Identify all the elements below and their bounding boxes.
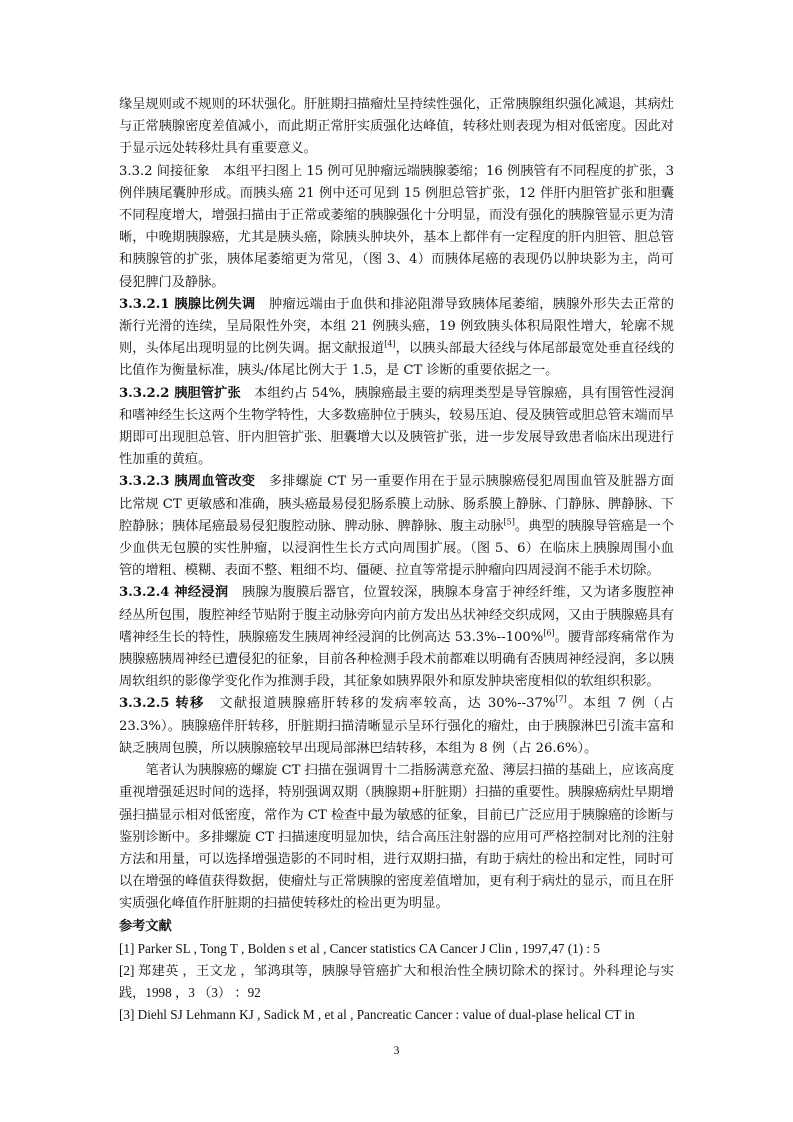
citation: [6] [543, 628, 555, 638]
citation: [7] [555, 695, 567, 705]
subsection-title: 3.3.2.5 转移 [119, 696, 205, 712]
page-body [119, 94, 674, 1027]
paragraph-conclusion: 笔者认为胰腺癌的螺旋 CT 扫描在强调胃十二指肠满意充盈、薄层扫描的基础上，应该高度重视增强延迟时间的选择，特别强调双期（胰腺期+肝脏期）扫描的重要性。胰腺癌病灶早期增强扫描显示相对低密度，常作为 CT 检查中最为敏感的征象，目前已广泛应用于胰腺癌的诊断与鉴别诊断中。多排螺旋 CT 扫描速度明显加快，结合高压注射器的应用可严格控制对比剂的注射方法和用量，可以选择增强造影的不同时相，进行双期扫描，有助于病灶的检出和定性，同时可以在增强的峰值获得数据，使瘤灶与正常胰腺的密度差值增加，更有利于病灶的显示，而且在肝实质强化峰值作肝脏期的扫描使转移灶的检出更为明显。 [119, 763, 674, 912]
subsection-text: 文献报道胰腺癌肝转移的发病率较高，达 30%--37% [204, 696, 556, 712]
subsection-text: ，以胰头部最大径线与体尾部最宽处垂直径线的比值作为衡量标准，胰头/体尾比例大于 1.5，是 CT 诊断的重要依据之一。 [119, 341, 675, 379]
section-3-3-2: 3.3.2 间接征象 本组平扫图上 15 例可见肿瘤远端胰腺萎缩；16 例胰管有不同程度的扩张，3 例伴胰尾囊肿形成。而胰头癌 21 例中还可见到 15 例胆总管扩张，12 伴肝内胆管扩张和胆囊不同程度增大，增强扫描由于正常或萎缩的胰腺强化十分明显，而没有强化的胰腺管显示更为清晰，中晚期胰腺癌，尤其是胰头癌，除胰头肿块外，基本上都伴有一定程度的肝内胆管、胆总管和胰腺管的扩张，胰体尾萎缩更为常见，（图 3、4）而胰体尾癌的表现仍以肿块影为主，尚可侵犯脾门及静脉。 [119, 163, 674, 290]
reference-2: [2] 郑建英 ，王文龙 ，邹鸿琪等，胰腺导管癌扩大和根治性全胰切除术的探讨。外科理论与实践，1998 ，3 （3） ：92 [119, 962, 674, 1001]
subsection-title: 3.3.2.1 胰腺比例失调 [119, 296, 256, 312]
subsection-text: 。腰背部疼痛常作为胰腺癌胰周神经已遭侵犯的征象，目前各种检测手段术前都难以明确有否胰周神经浸润，多以胰周软组织的影像学变化作为推测手段，其征象如胰界限外和原发肿块密度相似的软组织积影。 [119, 629, 675, 690]
citation: [4] [384, 339, 396, 349]
page-number: 3 [393, 1043, 400, 1057]
reference-1: [1] Parker SL , Tong T , Bolden s et al , Cancer statistics CA Cancer J Clin , 1997,47 (1) : 5 [119, 940, 600, 956]
subsection-3-3-2-3 [119, 471, 674, 582]
subsection-title: 3.3.2.4 神经浸润 [119, 585, 229, 601]
subsection-text: 。本组 7 例（占 23.3%）。胰腺癌伴肝转移，肝脏期扫描清晰显示呈环行强化的瘤灶，由于胰腺淋巴引流丰富和缺乏胰周包膜，所以胰腺癌较早出现局部淋巴结转移，本组为 8 例（占 26.6%）。 [119, 696, 674, 756]
subsection-3-3-2-4 [119, 582, 674, 693]
subsection-title: 3.3.2.2 胰胆管扩张 [119, 385, 241, 401]
subsection-text: 本组约占 54%，胰腺癌最主要的病理类型是导管腺癌，具有围管性浸润和嗜神经生长这两个生物学特性，大多数癌肿位于胰头，较易压迫、侵及胰管或胆总管末端而早期即可出现胆总管、肝内胆管扩张、胆囊增大以及胰管扩张，进一步发展导致患者临床出现进行性加重的黄疸。 [119, 385, 674, 468]
subsection-3-3-2-5 [119, 693, 674, 760]
subsection-text: 胰腺为腹膜后器官，位置较深，胰腺本身富于神经纤维，又为诸多腹腔神经丛所包围，腹腔神经节贴附于腹主动脉旁向内前方发出丛状神经交织成网，又由于胰腺癌具有嗜神经生长的特性，胰腺癌发生胰周神经浸润的比例高达 53.3%--100% [119, 585, 674, 645]
references-heading: 参考文献 [119, 918, 172, 934]
reference-3: [3] Diehl SJ Lehmann KJ , Sadick M , et al , Pancreatic Cancer : value of dual-plase helical CT in [119, 1007, 635, 1023]
citation: [5] [503, 517, 515, 527]
subsection-text: 多排螺旋 CT 另一重要作用在于显示胰腺癌侵犯周围血管及脏器方面比常规 CT 更敏感和准确，胰头癌最易侵犯肠系膜上动脉、肠系膜上静脉、门静脉、脾静脉、下腔静脉；胰体尾癌最易侵犯腹腔动脉、脾动脉、脾静脉、腹主动脉 [119, 474, 674, 534]
subsection-text: 。典型的胰腺导管癌是一个少血供无包膜的实性肿瘤，以浸润性生长方式向周围扩展。（图 5、6）在临床上胰腺周围小血管的增粗、模糊、表面不整、粗细不均、僵硬、拉直等常提示肿瘤向四周浸润不能手术切除。 [119, 518, 675, 579]
subsection-3-3-2-1 [119, 294, 674, 383]
subsection-text: 肿瘤远端由于血供和排泌阻滞导致胰体尾萎缩，胰腺外形失去正常的渐行光滑的连续，呈局限性外突，本组 21 例胰头癌，19 例致胰头体积局限性增大，轮廓不规则，头体尾出现明显的比例失调。据文献报道 [119, 296, 674, 357]
subsection-3-3-2-2 [119, 383, 674, 472]
subsection-title: 3.3.2.3 胰周血管改变 [119, 474, 256, 490]
paragraph-intro: 缘呈规则或不规则的环状强化。肝脏期扫描瘤灶呈持续性强化，正常胰腺组织强化减退，其病灶与正常胰腺密度差值减小，而此期正常肝实质强化达峰值，转移灶则表现为相对低密度。因此对于显示远处转移灶具有重要意义。 [119, 97, 674, 157]
